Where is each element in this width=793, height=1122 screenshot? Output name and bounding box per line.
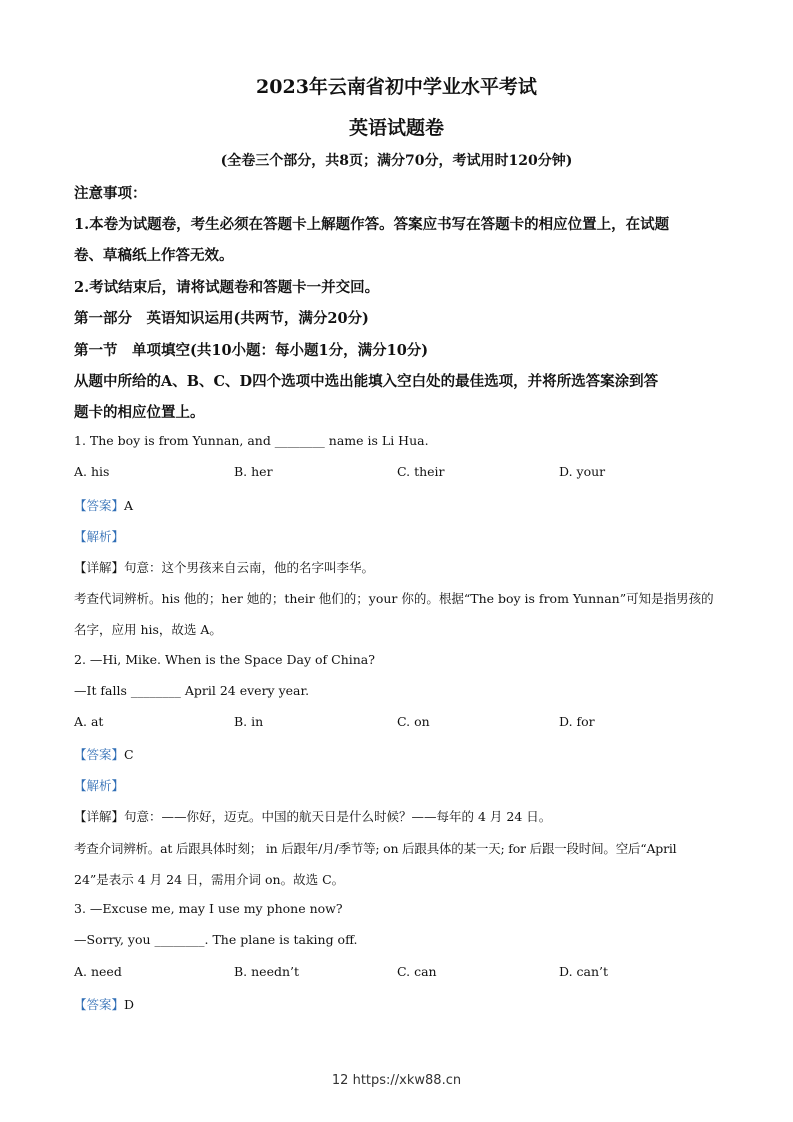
q3-stem-line1: 3. —Excuse me, may I use my phone now? [74,901,343,916]
q2-explain-line2: 24”是表示 4 月 24 日，需用介词 on。故选 C。 [74,872,345,887]
section1-heading: 第一节 单项填空(共10小题：每小题1分，满分10分) [74,342,429,359]
q3-stem-line2: —Sorry, you ________. The plane is taking off. [74,932,358,947]
q2-option-b: B. in [234,714,264,729]
analysis-label: 【解析】 [74,778,125,793]
answer-label: 【答案】 [74,498,125,513]
exam-note: (全卷三个部分，共8页；满分70分，考试用时120分钟) [220,153,573,169]
q3-option-a: A. need [74,964,122,979]
q2-stem-line1: 2. —Hi, Mike. When is the Space Day of China? [74,652,375,667]
q1-explain-line1: 考查代词辨析。his 他的；her 她的；their 他们的；your 你的。根据“The boy is from Yunnan”可知是指男孩的 [74,591,714,606]
q2-option-d: D. for [559,714,595,729]
q2-answer [74,745,733,763]
q2-detail [74,807,733,825]
q1-stem: 1. The boy is from Yunnan, and ________ name is Li Hua. [74,433,429,448]
q1-option-c: C. their [397,464,445,479]
answer-label: 【答案】 [74,997,125,1012]
answer-value: D [124,997,135,1012]
exam-title: 2023年云南省初中学业水平考试 [256,76,537,98]
detail-text: 句意：——你好，迈克。中国的航天日是什么时候？——每年的 4 月 24 日。 [124,809,552,824]
q2-option-c: C. on [397,714,430,729]
page-footer: 12 https://xkw88.cn [331,1073,462,1088]
detail-label: 【详解】 [74,560,125,575]
q3-option-c: C. can [397,964,437,979]
q3-option-b: B. needn’t [234,964,300,979]
q1-explain-line2: 名字，应用 his，故选 A。 [74,622,222,637]
q2-explain-line1: 考查介词辨析。at 后跟具体时刻； in 后跟年/月/季节等; on 后跟具体的某一天; for 后跟一段时间。空后“April [74,841,677,856]
q1-option-b: B. her [234,464,273,479]
notice-item1-line1: 1.本卷为试题卷，考生必须在答题卡上解题作答。答案应书写在答题卡的相应位置上，在试题 [74,216,670,233]
q3-option-d: D. can’t [559,964,609,979]
q3-answer [74,995,733,1013]
detail-text: 句意：这个男孩来自云南，他的名字叫李华。 [124,560,375,575]
answer-value: A [124,498,134,513]
q2-stem-line2: —It falls ________ April 24 every year. [74,683,310,698]
instruction-line2: 题卡的相应位置上。 [74,404,205,421]
q2-option-a: A. at [74,714,104,729]
notice-item2: 2.考试结束后，请将试题卷和答题卡一并交回。 [74,279,380,296]
q1-option-d: D. your [559,464,606,479]
analysis-label: 【解析】 [74,529,125,544]
q1-detail [74,558,733,576]
q1-answer [74,496,733,514]
answer-label: 【答案】 [74,747,125,762]
detail-label: 【详解】 [74,809,125,824]
instruction-line1: 从题中所给的A、B、C、D四个选项中选出能填入空白处的最佳选项，并将所选答案涂到答 [74,373,659,390]
part1-heading: 第一部分 英语知识运用(共两节，满分20分) [74,310,369,327]
q2-analysis [74,776,733,794]
answer-value: C [124,747,134,762]
q1-analysis [74,527,733,545]
exam-subtitle: 英语试题卷 [348,117,444,139]
notice-item1-line2: 卷、草稿纸上作答无效。 [74,247,234,264]
q1-option-a: A. his [74,464,110,479]
notice-heading: 注意事项： [74,185,147,202]
